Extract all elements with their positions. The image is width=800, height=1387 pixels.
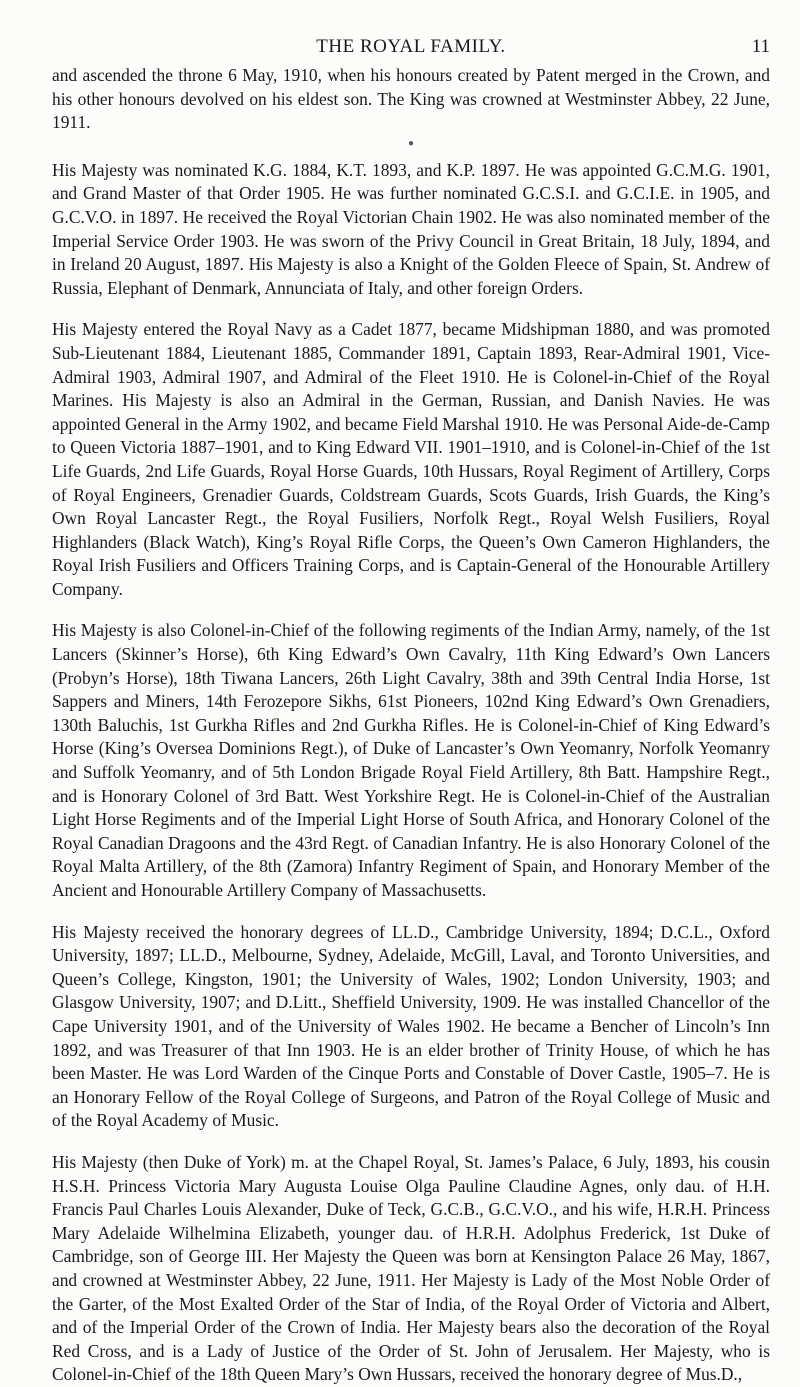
paragraph-orders: His Majesty was nominated K.G. 1884, K.T. 1893, and K.P. 1897. He was appointed G.C.M.G. 1901, and Grand Master of that Order 1905. He was further nominated G.C.S.I. and G.C.I.E. in 1905, and G.C.V.O. in 1897. He received the Royal Victorian Chain 1902. He was also nominated member of the Imperial Service Order 1903. He was sworn of the Privy Council in Great Britain, 18 July, 1894, and in Ireland 20 August, 1897. His Majesty is also a Knight of the Golden Fleece of Spain, St. Andrew of Russia, Elephant of Denmark, Annunciata of Italy, and other foreign Orders.	[52, 159, 770, 298]
running-head	[52, 18, 770, 58]
paragraph-degrees: His Majesty received the honorary degrees of LL.D., Cambridge University, 1894; D.C.L., Oxford University, 1897; LL.D., Melbourne, Sydney, Adelaide, McGill, Laval, and Toronto Universities, and Queen’s College, Kingston, 1901; the University of Wales, 1902; London University, 1903; and Glasgow University, 1907; and D.Litt., Sheffield University, 1909. He was installed Chancellor of the Cape University 1901, and of the University of Wales 1902. He became a Bencher of Lincoln’s Inn 1892, and was Treasurer of that Inn 1903. He is an elder brother of Trinity House, of which he has been Master. He was Lord Warden of the Cinque Ports and Constable of Dover Castle, 1905–7. He is an Honorary Fellow of the Royal College of Surgeons, and Patron of the Royal College of Music and of the Royal Academy of Music.	[52, 921, 770, 1131]
paragraph-indian-army: His Majesty is also Colonel-in-Chief of the following regiments of the Indian Army, namely, of the 1st Lancers (Skinner’s Horse), 6th King Edward’s Own Cavalry, 11th King Edward’s Own Lancers (Probyn’s Horse), 18th Tiwana Lancers, 26th Light Cavalry, 38th and 39th Central India Horse, 1st Sappers and Miners, 14th Ferozepore Sikhs, 61st Pioneers, 102nd King Edward’s Own Grenadiers, 130th Baluchis, 1st Gurkha Rifles and 2nd Gurkha Rifles. He is Colonel-in-Chief of King Edward’s Horse (King’s Oversea Dominions Regt.), of Duke of Lancaster’s Own Yeomanry, Norfolk Yeomanry and Suffolk Yeomanry, and of 5th London Brigade Royal Field Artillery, 8th Batt. Hampshire Regt., and is Honorary Colonel of 3rd Batt. West Yorkshire Regt. He is Colonel-in-Chief of the Australian Light Horse Regiments and of the Imperial Light Horse of South Africa, and Honorary Colonel of the Royal Canadian Dragoons and the 43rd Regt. of Canadian Infantry. He is also Honorary Colonel of the Royal Malta Artillery, of the 8th (Zamora) Infantry Regiment of Spain, and Honorary Member of the Ancient and Honourable Artillery Company of Massachusetts.	[52, 620, 770, 900]
page-number: 11	[751, 36, 770, 57]
paragraph-marriage: His Majesty (then Duke of York) m. at the Chapel Royal, St. James’s Palace, 6 July, 1893, his cousin H.S.H. Princess Victoria Mary Augusta Louise Olga Pauline Claudine Agnes, only dau. of H.H. Francis Paul Charles Louis Alexander, Duke of Teck, G.C.B., G.C.V.O., and his wife, H.R.H. Princess Mary Adelaide Wilhelmina Elizabeth, younger dau. of H.R.H. Adolphus Frederick, 1st Duke of Cambridge, son of George III. Her Majesty the Queen was born at Kensington Palace 26 May, 1867, and crowned at Westminster Abbey, 22 June, 1911. Her Majesty is Lady of the Most Noble Order of the Garter, of the Most Exalted Order of the Star of India, of the Royal Order of Victoria and Albert, and of the Imperial Order of the Crown of India. Her Majesty bears also the decoration of the Royal Red Cross, and is a Lady of Justice of the Order of St. John of Jerusalem. Her Majesty, who is Colonel-in-Chief of the 18th Queen Mary’s Own Hussars, received the honorary degree of Mus.D.,	[52, 1151, 770, 1385]
ink-mark: ●	[407, 137, 415, 149]
paragraph-accession: and ascended the throne 6 May, 1910, when his honours created by Patent merged in the Crown, and his other honours devolved on his eldest son. The King was crowned at Westminster Abbey, 22 June, 1911.	[52, 65, 770, 133]
page-title: THE ROYAL FAMILY.	[316, 36, 506, 57]
paragraph-navy-army: His Majesty entered the Royal Navy as a Cadet 1877, became Midshipman 1880, and was promoted Sub-Lieutenant 1884, Lieutenant 1885, Commander 1891, Captain 1893, Rear-Admiral 1901, Vice-Admiral 1903, Admiral 1907, and Admiral of the Fleet 1910. He is Colonel-in-Chief of the Royal Marines. His Majesty is also an Admiral in the German, Russian, and Danish Navies. He was appointed General in the Army 1902, and became Field Marshal 1910. He was Personal Aide-de-Camp to Queen Victoria 1887–1901, and to King Edward VII. 1901–1910, and is Colonel-in-Chief of the 1st Life Guards, 2nd Life Guards, Royal Horse Guards, 10th Hussars, Royal Regiment of Artillery, Corps of Royal Engineers, Grenadier Guards, Coldstream Guards, Scots Guards, Irish Guards, the King’s Own Royal Lancaster Regt., the Royal Fusiliers, Norfolk Regt., Royal Welsh Fusiliers, Royal Highlanders (Black Watch), King’s Royal Rifle Corps, the Queen’s Own Cameron Highlanders, the Royal Irish Fusiliers and Officers Training Corps, and is Captain-General of the Honourable Artillery Company.	[52, 319, 770, 599]
body-text	[52, 64, 770, 1387]
